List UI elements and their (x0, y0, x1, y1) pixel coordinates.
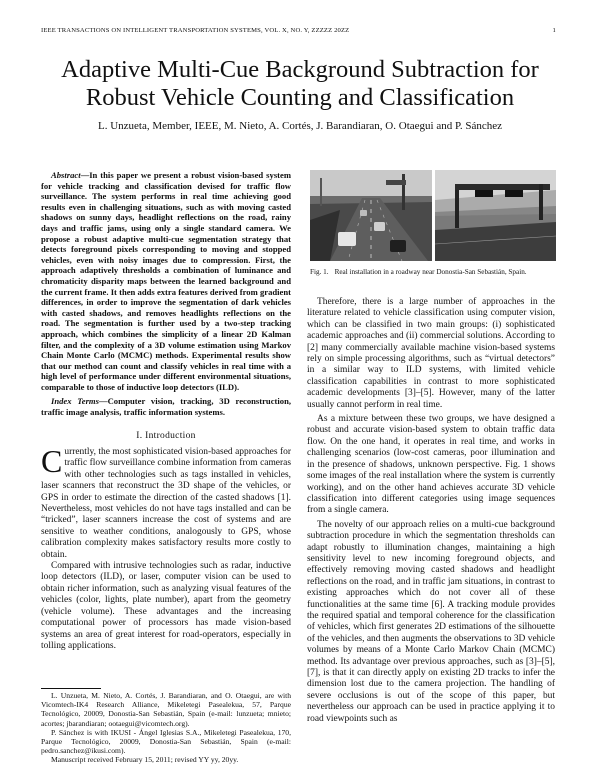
author-list: L. Unzueta, Member, IEEE, M. Nieto, A. Cortés, J. Barandiaran, O. Otaegui and P. Sánchez (97, 120, 502, 132)
drop-cap: C (41, 443, 63, 479)
footnote-manuscript: Manuscript received February 15, 2011; revised YY yy, 20yy. (51, 755, 239, 765)
footnote-rule (41, 688, 101, 689)
intro-paragraph-1: urrently, the most sophisticated vision-based approaches for traffic flow surveillance combine information from cameras with other technologies such as tags installed in vehicles, laser scanners that reconstruct the 3D shape of the vehicles, or GPS in order to estimate the direction of the casted shadows [1]. Nevertheless, most vehicles do not have tags installed and can be “tricked”, laser scanners increase the cost of systems and are sensitive to weather conditions, analogously to GPS, whose calibration complexity makes satisfactory results more costly to obtain. (41, 447, 291, 560)
paper-title (30, 56, 570, 112)
introduction (41, 443, 291, 652)
right-column-text (307, 297, 555, 725)
page-number: 1 (552, 27, 556, 34)
footnote-affiliation-2: P. Sánchez is with IKUSI - Ángel Iglesias S.A., Mikeletegi Pasealekua, 170, Parque Tecnológico, 20009, Donostia-San Sebastián, Spain (e-mail: pedro.sanchez@ikusi.com). (41, 727, 291, 756)
photo-overhead-gantry (435, 170, 556, 261)
abstract (41, 170, 291, 418)
title-line-1: Adaptive Multi-Cue Background Subtraction for (61, 56, 539, 83)
right-paragraph-2: As a mixture between these two groups, we have designed a robust and accurate vision-based system to obtain traffic data flow. On the one hand, it operates in real time, and works in challenging scenarios (low-cost cameras, poor illumination and in the presence of shadows, unknown perspective. Fig. 1 shows some images of the real installation where the system is currently working), and on the other hand achieves accurate 3D vehicle classification into different categories using image sequences from a single camera. (307, 414, 555, 516)
figure-label: Fig. 1. (310, 268, 329, 276)
section-heading: I. Introduction (136, 431, 196, 441)
figure-caption (310, 268, 527, 276)
journal-name: IEEE TRANSACTIONS ON INTELLIGENT TRANSPORTATION SYSTEMS, VOL. X, NO. Y, ZZZZZ 20ZZ (41, 27, 350, 34)
figure-1 (310, 170, 556, 261)
footnote-affiliation-1: L. Unzueta, M. Nieto, A. Cortés, J. Barandiaran, and O. Otaegui, are with Vicomtech-IK4 Research Alliance, Mikeletegi Pasealekua, 57, Parque Tecnológico, 20009, Donostia-San Sebastián, Spain (e-mail: lunzueta; mnieto; acortes; jbarandiaran; ootaegui@vicomtech.org). (41, 691, 291, 728)
right-paragraph-1: Therefore, there is a large number of approaches in the literature related to vehicle classification using computer vision, which can be classified in two main groups: (i) sophisticated academic approaches and (ii) commercial solutions. According to [2] many commercially available machine vision-based systems rely on simple processing algorithms, such as “virtual detectors” in a similar way to ILD systems, with limited vehicle classification capabilities in contrast to more sophisticated academic developments [3]–[5]. However, many of the latter usually cannot perform in real time. (307, 297, 555, 410)
abstract-text: —In this paper we present a robust vision-based system for vehicle tracking and classification devised for traffic flow surveillance. The system performs in real time achieving good results even in challenging situations, such as with moving casted shadows on sunny days, headlight reflections on the road, rainy days and traffic jams, using only a single standard camera. We propose a robust adaptive multi-cue segmentation strategy that detects foreground pixels corresponding to moving and stopped vehicles, even with noisy images due to compression. First, the approach adaptively thresholds a combination of luminance and chromaticity disparity maps between the learned background and the current frame. It then adds extra features derived from gradient differences, in order to improve the segmentation of dark vehicles with casted shadows, and removes headlights reflections on the road. The segmentation is further used by a two-step tracking approach, which combines the simplicity of a linear 2D Kalman filter, and the complexity of a 3D volume estimation using Markov Chain Monte Carlo (MCMC) methods. Experimental results show that our method can count and classify vehicles in real time with a high level of performance under different environmental situations, comparable to those of inductive loop detectors (ILD). (41, 170, 291, 392)
abstract-label: Abstract (51, 170, 81, 180)
intro-paragraph-2: Compared with intrusive technologies such as radar, inductive loop detectors (ILD), or laser, computer vision can be used to obtain richer information, such as analyzing visual features of the vehicles (color, lights, plate number), apart from the geometry (vehicle volume). These advantages and the increasing computational power of processors has made vision-based systems an area of great interest for road-operators, especially in tolling applications. (41, 561, 291, 651)
footnote (41, 688, 291, 765)
running-header (41, 27, 556, 34)
index-terms-label: Index Terms (51, 396, 99, 407)
title-line-2: Robust Vehicle Counting and Classification (85, 84, 515, 111)
figure-caption-text: Real installation in a roadway near Donostia-San Sebastián, Spain. (334, 268, 527, 276)
index-terms-text: —Computer vision, tracking, 3D reconstruction, traffic image analysis, traffic information systems. (41, 396, 291, 418)
right-paragraph-3: The novelty of our approach relies on a multi-cue background subtraction procedure in which the segmentation thresholds can adapt robustly to illumination changes, maintaining a high sensitivity level to new incoming foreground objects, and effectively removing moving casted shadows and headlight reflections on the road, and in traffic jam situations, in contrast to existing approaches which do not cover all of these functionalities at the same time [6]. A tracking module provides the required spatial and temporal coherence for the classification of vehicles, which first generates 2D estimations of the silhouette of the vehicles, and then augments the observations to 3D vehicle volumes by means of a Monte Carlo Markov Chain (MCMC) method. Its advantage over previous approaches, such as [3]–[5], [7], is that it can directly apply on existing 2D tracks to infer the dimension lost due to the camera projection. The handling of severe occlusions is out of the scope of this paper, but nevertheless our approach can be used in practice applying it to road viewpoints such as (307, 519, 555, 724)
photo-roadway-traffic (310, 170, 432, 261)
